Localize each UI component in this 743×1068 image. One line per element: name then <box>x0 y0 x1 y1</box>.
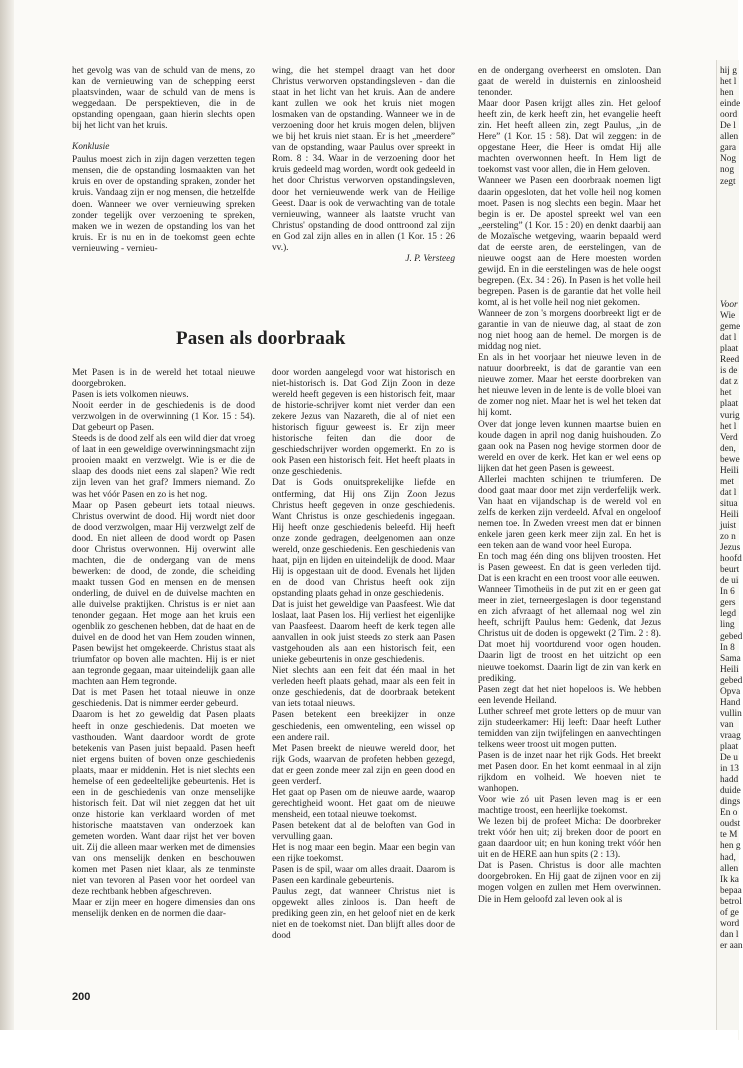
adjacent-page-fragment: Ik ka <box>720 874 739 885</box>
paragraph: het gevolg was van de schuld van de mens, zo kan de vernieuwing van de schepping eerst plaatsvinden, waar de schuld van de mens is weggedaan. De perspektieven, die in de opstanding opengaan, gaan hierin slechts open bij het licht van het kruis. <box>72 66 255 132</box>
adjacent-page-fragment: dat z <box>720 377 738 388</box>
adjacent-page-fragment: had, <box>720 852 736 863</box>
adjacent-page-fragment: Nog <box>720 154 737 165</box>
adjacent-page-fragment: gers <box>720 598 736 609</box>
adjacent-page-fragment: Sama <box>720 653 741 664</box>
paragraph: Daarom is het zo geweldig dat Pasen plaats heeft in onze geschiedenis. Dat moeten we vasthouden. Want daardoor wordt de grote betekenis van Pasen juist bepaald. Pasen heeft niet ergens buiten of boven onze geschiedenis plaats, maar er middenin. Het is niet slechts een hemelse of een gedeeltelijke gebeurtenis. Het is een in de geschiedenis van onze menselijke historisch feit. Dat wil niet zeggen dat het uit onze historie kan verklaard worden of met historische maatstaven van onderzoek kan gemeten worden. Want daar rijst het ver boven uit. Zij die alleen maar werken met de dimensies van ons menselijk denken en beschouwen komen met Pasen niet klaar, als ze tenminste niet van tevoren al Pasen voor het oordeel van deze rechtbank hebben afgeschreven. <box>72 710 255 898</box>
adjacent-page-fragment: ling <box>720 620 735 631</box>
paragraph: En als in het voorjaar het nieuwe leven in de natuur doorbreekt, is dat de garantie van een nieuwe zomer. Maar het eerste doorbreken van het nieuwe leven in de lente is de volle bloei van de zomer nog niet. Maar het is wel het teken dat hij komt. <box>478 353 661 419</box>
adjacent-page-fragment: De l <box>720 121 736 132</box>
paragraph: Allerlei machten schijnen te triumferen. De dood gaat maar door met zijn verderfelijk werk. Van haat en vijandschap is de wereld vol en zelfs de kerken zijn verdeeld. Afval en ongeloof nemen toe. In Zweden vreest men dat er binnen enkele jaren geen kerk meer zijn zal. En het is een teken aan de wand voor heel Europa. <box>478 474 661 552</box>
adjacent-page-fragment: beurt <box>720 565 740 576</box>
top-column-2 <box>272 66 455 265</box>
paragraph: Dat is Gods onuitsprekelijke liefde en ontferming, dat Hij ons Zijn Zoon Jezus Christus heeft gegeven in onze geschiedenis. Want Christus is onze geschiedenis ingegaan. Hij heeft onze geschiedenis beleefd. Hij heeft onze zonde gedragen, deelgenomen aan onze wereld, onze geschiedenis. Een geschiedenis van haat, pijn en lijden en uiteindelijk de dood. Maar Hij is opgestaan uit de dood. Evenals het lijden en de dood van Christus heeft ook zijn opstanding plaats gehad in onze geschiedenis. <box>272 478 455 599</box>
paragraph: door worden aangelegd voor wat historisch en niet-historisch is. Dat God Zijn Zoon in deze wereld heeft gegeven is een historisch feit, maar de historie-schrijver komt niet verder dan een zekere Jezus van Nazareth, die al of niet een historisch figuur geweest is. Er zijn meer historische feiten dan die door de geschiedschrijver worden opgemerkt. En zo is ook Pasen een historisch feit. Het heeft plaats in onze geschiedenis. <box>272 368 455 478</box>
paragraph: Dat is juist het geweldige van Paasfeest. Wie dat loslaat, laat Pasen los. Hij verliest het eigenlijke van Paasfeest. Daarom heeft de kerk tegen alle aanvallen in ook juist steeds zo sterk aan Pasen vastgehouden als aan een historisch feit, een unieke gebeurtenis in onze geschiedenis. <box>272 599 455 666</box>
adjacent-page-fragment: in 13 <box>720 764 739 775</box>
adjacent-page-fragment: dat l <box>720 333 737 344</box>
paragraph: Met Pasen is in de wereld het totaal nieuwe doorgebroken. <box>72 368 255 390</box>
adjacent-page-fragment: dat l <box>720 487 737 498</box>
paragraph: Nooit eerder in de geschiedenis is de dood verzwolgen in de overwinning (1 Kor. 15 : 54). Dat gebeurt op Pasen. <box>72 401 255 434</box>
adjacent-page-fragment: Opva <box>720 686 741 697</box>
paragraph: Over dat jonge leven kunnen maartse buien en koude dagen in april nog danig huishouden. Zo gaan ook na Pasen nog hevige stormen door de wereld en over de kerk. Het kan er wel eens op lijken dat het geen Pasen is geweest. <box>478 419 661 474</box>
adjacent-page-fragment: bewe <box>720 454 740 465</box>
adjacent-page-fragment: Hand <box>720 697 741 708</box>
adjacent-page-fragment: of ge <box>720 907 739 918</box>
adjacent-page-fragment: situa <box>720 498 738 509</box>
adjacent-page-fragment: Verd <box>720 432 738 443</box>
book-spine <box>0 0 14 1068</box>
adjacent-page-fragment: Voor <box>720 300 738 310</box>
adjacent-page-fragment: juist <box>720 521 737 531</box>
adjacent-page-fragment: den, <box>720 443 736 454</box>
adjacent-page-fragment: duide <box>720 786 741 797</box>
adjacent-page-fragment: Heili <box>720 465 739 476</box>
adjacent-page-fragment: Reed <box>720 355 740 366</box>
paragraph: en de ondergang overheerst en omsloten. Dan gaat de wereld in duisternis en zinloosheid tenonder. <box>478 66 661 99</box>
paragraph: Voor wie zó uit Pasen leven mag is er een machtige troost, een heerlijke toekomst. <box>478 795 661 817</box>
paragraph: Pasen betekent een breekijzer in onze geschiedenis, een omwenteling, een wissel op een andere rail. <box>272 710 455 743</box>
adjacent-page-fragment: legd <box>720 609 737 620</box>
paragraph: Pasen is iets volkomen nieuws. <box>72 390 189 401</box>
paragraph: Pasen zegt dat het niet hopeloos is. We hebben een levende Heiland. <box>478 684 661 706</box>
adjacent-page-fragment: met <box>720 476 735 487</box>
adjacent-page-fragment: einde <box>720 99 741 110</box>
adjacent-page-fragment: dings <box>720 797 741 808</box>
article-title: Pasen als doorbraak <box>176 328 346 349</box>
paragraph: Dat is Pasen. Christus is door alle machten doorgebroken. En Hij gaat de zijnen voor en zij mogen volgen en zullen met Hem overwinnen. Die in Hem geloofd zal leven ook al is <box>478 861 661 905</box>
adjacent-page-fragment: betrol <box>720 896 742 907</box>
adjacent-page-fragment: hen g <box>720 841 741 852</box>
adjacent-page-fragment: word <box>720 918 740 929</box>
adjacent-page-fragment: hen <box>720 88 734 99</box>
adjacent-page-fragment: plaat <box>720 344 739 355</box>
adjacent-page-fragment: geme <box>720 322 741 333</box>
adjacent-page-fragment: oudst <box>720 819 741 830</box>
adjacent-page-fragment: hij g <box>720 66 737 76</box>
adjacent-page-fragment: plaat <box>720 742 739 752</box>
adjacent-page-fragment: In 6 <box>720 587 735 598</box>
adjacent-page-fragment: van <box>720 719 734 730</box>
paragraph: Het gaat op Pasen om de nieuwe aarde, waarop gerechtigheid woont. Het gaat om de nieuwe mensheid, een totaal nieuwe toekomst. <box>272 787 455 820</box>
paragraph: Niet slechts aan een feit dat één maal in het verleden heeft plaats gehad, maar als een feit in onze geschiedenis, dat de doorbraak betekent van iets totaal nieuws. <box>272 666 455 710</box>
adjacent-page-fragment: gebed <box>720 631 743 642</box>
adjacent-page-fragment: plaat <box>720 399 739 410</box>
paragraph: Met Pasen breekt de nieuwe wereld door, het rijk Gods, waarvan de profeten hebben gezegd, dat er geen zonde meer zal zijn en geen dood en geen verderf. <box>272 743 455 787</box>
adjacent-page-fragment: allen <box>720 132 739 143</box>
paragraph: Maar door Pasen krijgt alles zin. Het geloof heeft zin, de kerk heeft zin, het evangelie heeft zin. Het heeft alleen zin, zegt Paulus, „in de Here” (1 Kor. 15 : 58). Dat wil zeggen: in de opgestane Heer, die Heer is omdat Hij alle machten overwonnen heeft. In Hem ligt de toekomst vast voor allen, die in Hem geloven. <box>478 99 661 176</box>
adjacent-page-fragment: hoofd <box>720 554 742 565</box>
paragraph: Maar er zijn meer en hogere dimensies dan ons menselijk denken en de normen die daar- <box>72 898 255 920</box>
adjacent-page-fragment: Wie <box>720 311 736 322</box>
section-heading-konklusie: Konklusie <box>72 142 110 153</box>
paragraph: Steeds is de dood zelf als een wild dier dat vroeg of laat in een geweldige overwinningsmacht zijn prooien maakt en verzwelgt. Wie is er die de slaap des doods niet eens zal slapen? Wie redt zijn leven van het graf? Immers niemand. Zo was het vóór Pasen en zo is het nog. <box>72 434 255 500</box>
adjacent-page-fragment: bepaa <box>720 885 742 896</box>
paragraph: We lezen bij de profeet Micha: De doorbreker trekt vóór hen uit; zij breken door de poort en gaan daardoor uit; en hun koning trekt vóór hen uit en de HERE aan hun spits (2 : 13). <box>478 817 661 861</box>
paragraph: Wanneer de zon 's morgens doorbreekt ligt er de garantie in van de nieuwe dag, al staat de zon nog niet hoog aan de hemel. De morgen is de middag nog niet. <box>478 309 661 353</box>
adjacent-page-fragment: het <box>720 388 732 399</box>
adjacent-page-fragment: te M <box>720 830 738 841</box>
paragraph: Pasen is de spil, waar om alles draait. Daarom is Pasen een kardinale gebeurtenis. <box>272 865 455 887</box>
adjacent-page-fragment: vurig <box>720 410 740 421</box>
adjacent-page-fragment: allen <box>720 863 739 874</box>
adjacent-page-fragment: vraag <box>720 730 741 741</box>
article-column-3 <box>478 66 661 906</box>
paragraph: Paulus zegt, dat wanneer Christus niet is opgewekt alles zinloos is. Dan heeft de prediking geen zin, en het geloof niet en de kerk niet en de toekomst niet. Dan blijft alles door de dood <box>272 887 455 942</box>
page-bottom-margin <box>0 1030 738 1068</box>
article-column-2 <box>272 368 455 942</box>
adjacent-page-fragment: De u <box>720 753 738 764</box>
paragraph: Maar op Pasen gebeurt iets totaal nieuws. Christus overwint de dood. Hij wordt niet door de dood verzwolgen, maar Hij verzwelgt zelf de dood. En niet alleen de dood wordt op Pasen door Christus overwonnen. Hij overwint alle machten, die de ondergang van de mens bewerken: de dood, de zonde, die scheiding maakt tussen God en mensen en de mensen onderling, de duivel en de duivelse machten en alle duivelse praktijken. Christus is er niet aan tenonder gegaan. Het moge aan het kruis een ogenblik zo geschenen hebben, dat de haat en de duivel en de dood het van Hem zouden winnen, Pasen bewijst het omgekeerde. Christus staat als triumfator op boven alle machten. Hij is er niet aan tegronde gegaan, maar uiteindelijk gaan alle machten aan Hem tegronde. <box>72 500 255 688</box>
adjacent-page-fragment: gebed <box>720 675 743 686</box>
adjacent-page-fragment: vullin <box>720 708 742 719</box>
paragraph: En toch mag één ding ons blijven troosten. Het is Pasen geweest. En dat is geen verleden tijd. Dat is een kracht en een troost voor alle eeuwen. <box>478 552 661 585</box>
paragraph: Dat is met Pasen het totaal nieuwe in onze geschiedenis. Dat is nimmer eerder gebeurd. <box>72 688 255 710</box>
adjacent-page-fragment: het l <box>720 421 737 432</box>
adjacent-page-fragment: Jezus <box>720 543 741 554</box>
adjacent-page-fragment: oord <box>720 110 738 121</box>
adjacent-page-fragment: hadd <box>720 775 739 786</box>
paragraph: Pasen is de inzet naar het rijk Gods. Het breekt met Pasen door. En het komt eenmaal in al zijn rijkdom en volheid. We hoeven niet te wanhopen. <box>478 750 661 795</box>
adjacent-page-fragment: het l <box>720 77 737 88</box>
paragraph: Wanneer Timotheüs in de put zit en er geen gat meer in ziet, terneergeslagen is door tegenstand en zich afvraagt of het allemaal nog wel zin heeft, schrijft Paulus hem: Gedenk, dat Jezus Christus uit de doden is opgewekt (2 Tim. 2 : 8). Dat moet hij voortdurend voor ogen houden. Daarin ligt de troost en het uitzicht op een nieuwe toekomst. Daarin ligt de zin van kerk en prediking. <box>478 585 661 684</box>
adjacent-page-edge <box>716 60 743 1040</box>
article-column-1 <box>72 368 255 920</box>
adjacent-page-fragment: En o <box>720 808 738 819</box>
page-number: 200 <box>72 991 91 1003</box>
paragraph: wing, die het stempel draagt van het door Christus verworven opstandingsleven - dan die staat in het licht van het kruis. Aan de andere kant zullen we ook het kruis niet mogen losmaken van de opstanding. Wanneer we in de verzoening door het kruis mogen delen, blijven we bij het kruis niet staan. Er is het „meerdere” van de opstanding, waar Paulus over spreekt in Rom. 8 : 34. Waar in de verzoening door het kruis gedeeld mag worden, wordt ook gedeeld in het door Christus verworven opstandingsleven, door het vernieuwende werk van de Heilige Geest. Daar is ook de verwachting van de totale vernieuwing, wanneer als laatste vrucht van Christus' opstanding de dood onttroond zal zijn en God zal zijn alles en in allen (1 Kor. 15 : 26 vv.). <box>272 66 455 253</box>
paragraph: Paulus moest zich in zijn dagen verzetten tegen mensen, die de opstanding losmaakten van het kruis en over de opstanding spraken, zonder het kruis. Vandaag zijn er nog mensen, die hetzelfde doen. Wanneer we over vernieuwing spreken zonder tegelijk over verzoening te spreken, maken we in wezen de opstanding los van het kruis. Er is nu en in de toekomst geen echte vernieuwing - vernieu- <box>72 155 255 254</box>
paragraph: Luther schreef met grote letters op de muur van zijn studeerkamer: Hij leeft: Daar heeft Luther temidden van zijn twijfelingen en aanvechtingen telkens weer troost uit mogen putten. <box>478 706 661 750</box>
author-signature: J. P. Versteeg <box>405 253 455 264</box>
top-column-1 <box>72 66 255 255</box>
adjacent-page-fragment: is de <box>720 366 738 377</box>
adjacent-page-fragment: nog <box>720 165 735 176</box>
paragraph: Wanneer we Pasen een doorbraak noemen ligt daarin opgesloten, dat het volle heil nog komen moet. Pasen is nog slechts een begin. Maar het begin is er. De apostel spreekt wel van een „eersteling” (1 Kor. 15 : 20) en denkt daarbij aan de Mozaïsche wetgeving, waarin bepaald werd dat de eerste aren, de eerstelingen, van de nieuwe oogst aan de Here moesten worden gewijd. En in die eerstelingen was de hele oogst begrepen. (Ex. 34 : 26). In Pasen is het volle heil begrepen. Pasen is de garantie dat het volle heil komt, al is het volle heil nog niet gekomen. <box>478 176 661 308</box>
adjacent-page-fragment: zegt <box>720 176 736 187</box>
adjacent-page-fragment: zo n <box>720 532 736 543</box>
adjacent-page-fragment: de ui <box>720 576 739 587</box>
paragraph: Pasen betekent dat al de beloften van God in vervulling gaan. <box>272 820 455 842</box>
adjacent-page-fragment: In 8 <box>720 642 735 653</box>
adjacent-page-fragment: er aan <box>720 940 743 951</box>
paragraph: Het is nog maar een begin. Maar een begin van een rijke toekomst. <box>272 843 455 865</box>
adjacent-page-fragment: Heili <box>720 664 739 675</box>
adjacent-page-fragment: gara <box>720 143 737 154</box>
adjacent-page-fragment: dan l <box>720 929 739 940</box>
adjacent-page-fragment: Heili <box>720 509 739 520</box>
